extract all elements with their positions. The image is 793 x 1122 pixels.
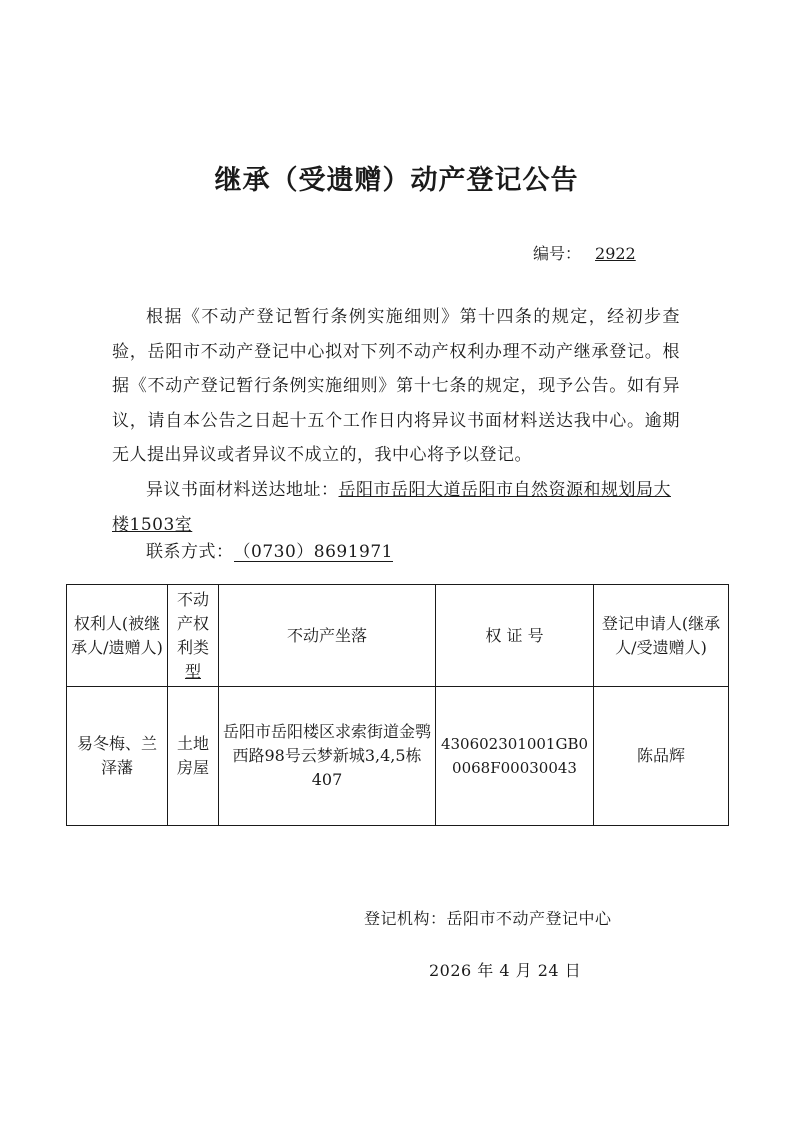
registration-table (66, 584, 729, 826)
registration-org (364, 906, 612, 929)
cell-cert: 430602301001GB00068F00030043 (436, 687, 594, 826)
header-location: 不动产坐落 (219, 585, 436, 687)
page-title: 继承（受遗赠）动产登记公告 (214, 165, 579, 196)
cell-applicant: 陈品辉 (594, 687, 729, 826)
header-applicant: 登记申请人(继承人/受遗赠人) (594, 585, 729, 687)
org-name: 岳阳市不动产登记中心 (446, 909, 612, 928)
table-row (67, 687, 729, 826)
org-label: 登记机构： (364, 909, 447, 928)
cell-type: 土地房屋 (168, 687, 219, 826)
number-value: 2922 (595, 244, 636, 263)
notice-date: 2026 年 4 月 24 日 (429, 961, 582, 980)
address-value: 岳阳市岳阳大道岳阳市自然资源和规划局大楼1503室 (112, 480, 671, 535)
cell-location: 岳阳市岳阳楼区求索街道金鹗西路98号云梦新城3,4,5栋407 (219, 687, 436, 826)
objection-address (112, 473, 680, 542)
notice-number (533, 241, 636, 264)
contact-info (146, 542, 393, 562)
contact-label: 联系方式： (146, 542, 234, 562)
cell-holder: 易冬梅、兰泽藩 (67, 687, 168, 826)
body-paragraph: 根据《不动产登记暂行条例实施细则》第十四条的规定，经初步查验，岳阳市不动产登记中心拟对下列不动产权利办理不动产继承登记。根据《不动产登记暂行条例实施细则》第十七条的规定，现予公告。如有异议，请自本公告之日起十五个工作日内将异议书面材料送达我中心。逾期无人提出异议或者异议不成立的，我中心将予以登记。 (112, 307, 680, 465)
number-label: 编号： (533, 244, 582, 263)
address-label: 异议书面材料送达地址： (146, 480, 339, 500)
header-cert: 权 证 号 (436, 585, 594, 687)
table-header-row (67, 585, 729, 687)
header-type (168, 585, 219, 687)
header-holder: 权利人(被继承人/遗赠人) (67, 585, 168, 687)
header-type-main: 不动产权利类 (176, 589, 209, 657)
header-type-last: 型 (184, 661, 201, 681)
contact-value: （0730）8691971 (233, 542, 393, 562)
